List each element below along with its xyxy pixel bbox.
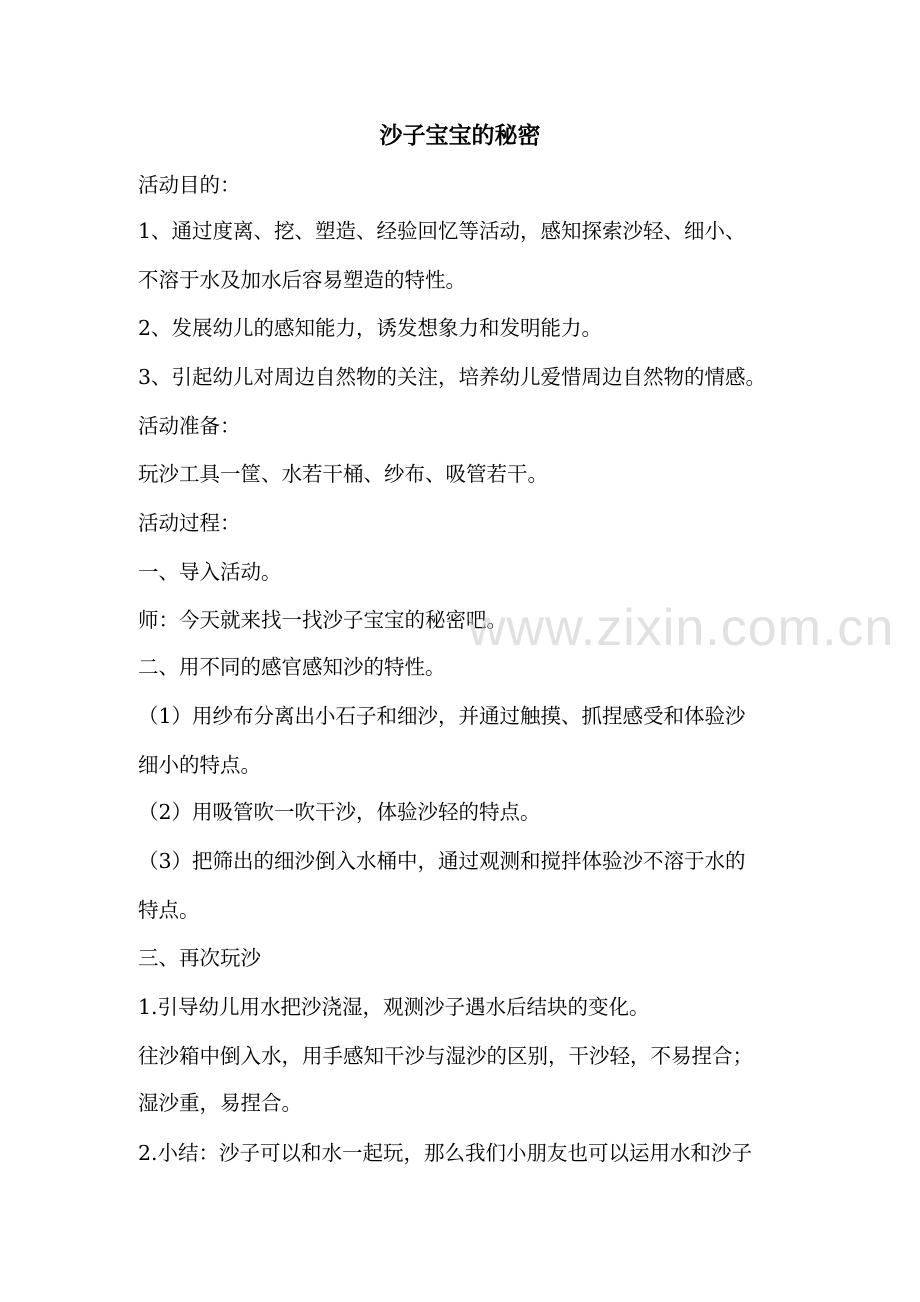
paragraph-line: 二、用不同的感官感知沙的特性。: [138, 655, 446, 679]
paragraph-line: 1.引导幼儿用水把沙浇湿，观测沙子遇水后结块的变化。: [138, 995, 650, 1019]
paragraph-line: （3）把筛出的细沙倒入水桶中，通过观测和搅拌体验沙不溶于水的: [138, 849, 746, 873]
paragraph-line: 特点。: [138, 898, 200, 922]
paragraph-line: 3、引起幼儿对周边自然物的关注，培养幼儿爱惜周边自然物的情感。: [138, 365, 767, 389]
paragraph-line: 细小的特点。: [138, 753, 261, 777]
paragraph-line: 2、发展幼儿的感知能力，诱发想象力和发明能力。: [138, 316, 603, 340]
watermark-text: www.zixin.com.cn: [468, 599, 895, 657]
paragraph-line: 往沙箱中倒入水，用手感知干沙与湿沙的区别，干沙轻，不易捏合；: [138, 1044, 753, 1068]
paragraph-line: 湿沙重，易捏合。: [138, 1091, 302, 1115]
paragraph-line: （1）用纱布分离出小石子和细沙，并通过触摸、抓捏感受和体验沙: [138, 704, 746, 728]
section-heading-process: 活动过程：: [138, 511, 241, 535]
paragraph-line: 不溶于水及加水后容易塑造的特性。: [138, 268, 466, 292]
document-title: 沙子宝宝的秘密: [379, 122, 541, 149]
paragraph-line: 师：今天就来找一找沙子宝宝的秘密吧。: [138, 608, 507, 632]
paragraph-line: 2.小结：沙子可以和水一起玩，那么我们小朋友也可以运用水和沙子: [138, 1141, 753, 1165]
paragraph-line: 一、导入活动。: [138, 560, 282, 584]
section-heading-objectives: 活动目的：: [138, 173, 241, 197]
section-heading-preparation: 活动准备：: [138, 414, 241, 438]
paragraph-line: 1、通过度离、挖、塑造、经验回忆等活动，感知探索沙轻、细小、: [138, 219, 746, 243]
paragraph-line: 玩沙工具一筐、水若干桶、纱布、吸管若干。: [138, 462, 548, 486]
paragraph-line: （2）用吸管吹一吹干沙，体验沙轻的特点。: [138, 800, 541, 824]
paragraph-line: 三、再次玩沙: [138, 946, 261, 970]
